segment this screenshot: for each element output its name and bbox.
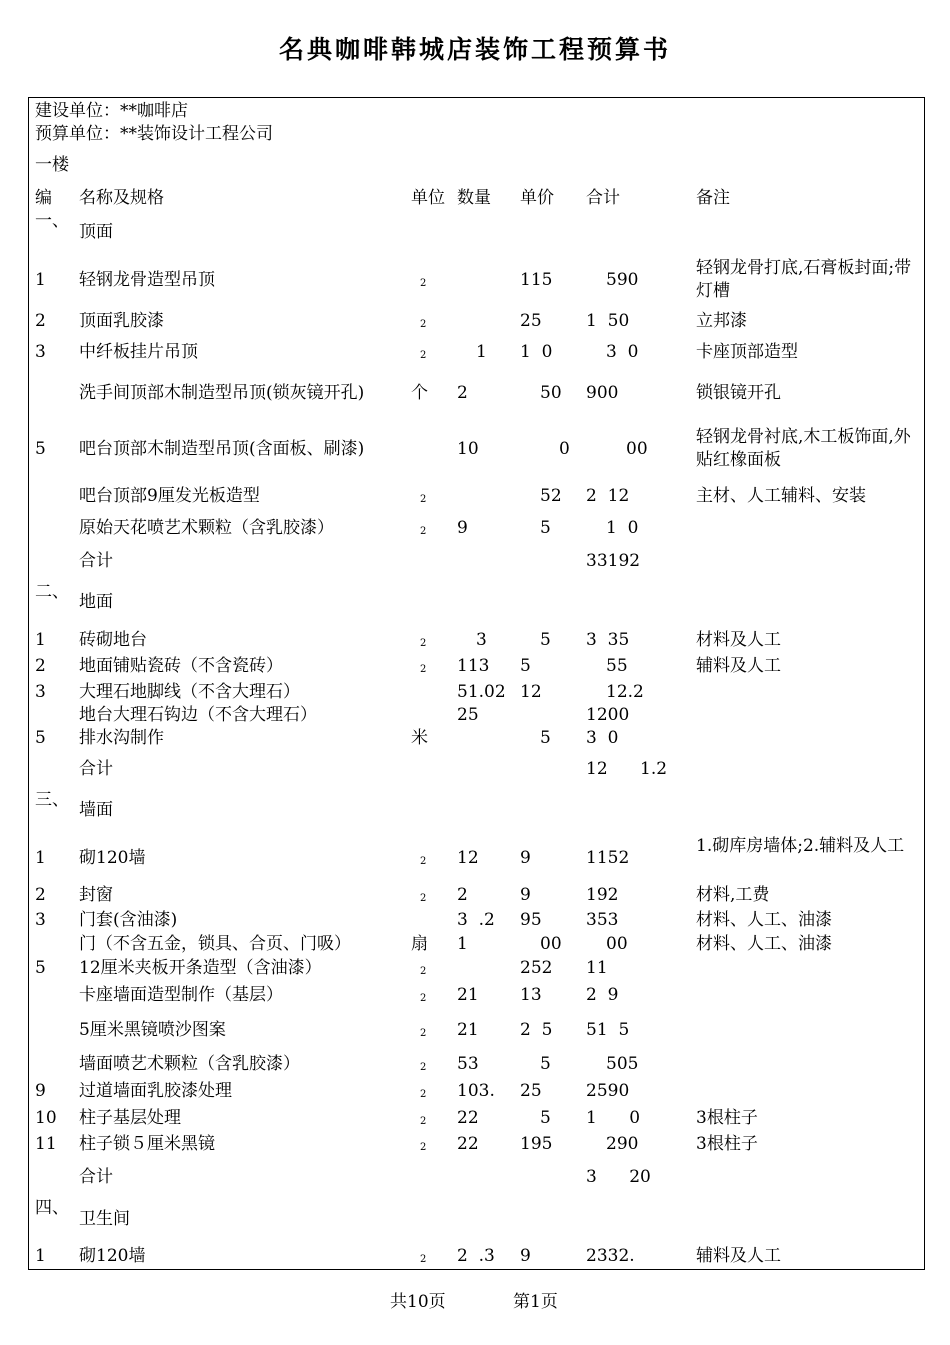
row-name: 砌120墙	[79, 848, 146, 868]
row-unit: 2	[420, 350, 427, 361]
row-total: 55	[606, 656, 628, 676]
row-qty: 51.02	[457, 682, 506, 702]
row-no: 5	[35, 728, 46, 748]
row-name: 12厘米夹板开条造型（含油漆）	[79, 958, 322, 978]
row-price: 252	[520, 958, 553, 978]
row-qty: 3 .2	[457, 910, 495, 930]
row-no: 2	[35, 885, 46, 905]
row-total: 353	[586, 910, 619, 930]
row-note: 材料、人工、油漆	[696, 910, 832, 930]
row-unit: 2	[420, 664, 427, 675]
row-price: 9	[520, 885, 531, 905]
row-qty: 21	[457, 1020, 479, 1040]
row-unit: 2	[420, 526, 427, 537]
row-name: 砌120墙	[79, 1246, 146, 1266]
row-unit: 2	[420, 278, 427, 289]
row-qty: 1	[476, 342, 487, 362]
row-qty: 9	[457, 518, 468, 538]
row-note: 1.砌库房墙体;2.辅料及人工	[696, 836, 905, 856]
row-note: 轻钢龙骨衬底,木工板饰面,外贴红橡面板	[696, 427, 911, 470]
row-total: 290	[606, 1134, 639, 1154]
row-price: 0	[559, 439, 570, 459]
row-name: 砖砌地台	[79, 630, 147, 650]
row-price: 1 0	[520, 342, 553, 362]
col-header-no: 编	[35, 188, 52, 208]
row-no: 1	[35, 630, 46, 650]
row-name: 过道墙面乳胶漆处理	[79, 1081, 232, 1101]
row-name: 中纤板挂片吊顶	[79, 342, 198, 362]
section-number: 四、	[35, 1198, 69, 1218]
row-name: 吧台顶部木制造型吊顶(含面板、刷漆)	[79, 439, 365, 459]
row-price: 195	[520, 1134, 553, 1154]
row-price: 5	[540, 518, 551, 538]
row-note: 辅料及人工	[696, 1246, 781, 1266]
subtotal-value: 3 20	[586, 1167, 651, 1187]
row-note: 立邦漆	[696, 311, 747, 331]
row-unit: 2	[420, 1254, 427, 1265]
page-count: 共10页	[390, 1292, 446, 1312]
row-name: 轻钢龙骨造型吊顶	[79, 270, 215, 290]
row-price: 5	[520, 656, 531, 676]
row-name: 墙面喷艺术颗粒（含乳胶漆）	[79, 1054, 300, 1074]
row-unit: 2	[420, 1028, 427, 1039]
row-no: 2	[35, 656, 46, 676]
row-name: 原始天花喷艺术颗粒（含乳胶漆）	[79, 518, 334, 538]
row-name: 柱子锁５厘米黑镜	[79, 1134, 215, 1154]
row-unit: 2	[420, 638, 427, 649]
row-qty: 103.	[457, 1081, 495, 1101]
row-no: 5	[35, 958, 46, 978]
section-name: 卫生间	[79, 1209, 130, 1229]
row-total: 3 35	[586, 630, 630, 650]
row-total: 12.2	[606, 682, 644, 702]
row-unit: 2	[420, 1062, 427, 1073]
row-no: 11	[35, 1134, 57, 1154]
row-qty: 21	[457, 985, 479, 1005]
row-no: 1	[35, 270, 46, 290]
row-name: 大理石地脚线（不含大理石）	[79, 682, 300, 702]
row-name: 洗手间顶部木制造型吊顶(锁灰镜开孔)	[79, 383, 365, 403]
row-price: 5	[540, 1108, 551, 1128]
row-name: 柱子基层处理	[79, 1108, 181, 1128]
row-price: 25	[520, 311, 542, 331]
col-header-unit: 单位	[411, 188, 445, 208]
row-price: 12	[520, 682, 542, 702]
row-price: 2 5	[520, 1020, 553, 1040]
row-total: 51 5	[586, 1020, 630, 1040]
row-price: 13	[520, 985, 542, 1005]
row-total: 11	[586, 958, 608, 978]
row-qty: 10	[457, 439, 479, 459]
row-note: 材料及人工	[696, 630, 781, 650]
row-price: 5	[540, 1054, 551, 1074]
row-price: 5	[540, 630, 551, 650]
row-total: 3 0	[606, 342, 639, 362]
row-total: 1 0	[586, 1108, 641, 1128]
row-note: 辅料及人工	[696, 656, 781, 676]
row-unit: 2	[420, 494, 427, 505]
row-qty: 12	[457, 848, 479, 868]
row-total: 900	[586, 383, 619, 403]
row-unit: 2	[420, 1089, 427, 1100]
page-number: 第1页	[513, 1292, 558, 1312]
row-price: 9	[520, 848, 531, 868]
subtotal-label: 合计	[79, 1167, 113, 1187]
row-no: 3	[35, 910, 46, 930]
row-note: 轻钢龙骨打底,石膏板封面;带灯槽	[696, 258, 912, 301]
row-no: 1	[35, 848, 46, 868]
row-total: 3 0	[586, 728, 619, 748]
row-unit: 米	[411, 728, 428, 748]
section-name: 地面	[79, 592, 113, 612]
row-no: 2	[35, 311, 46, 331]
col-header-price: 单价	[520, 188, 554, 208]
row-name: 排水沟制作	[79, 728, 164, 748]
subtotal-value: 12 1.2	[586, 759, 668, 779]
row-name: 封窗	[79, 885, 113, 905]
budget-sheet: 建设单位：**咖啡店 预算单位：**装饰设计工程公司 一楼 编 名称及规格 单位 数量 单价 合计 备注 一、 顶面 1 轻钢龙骨造型吊顶 2 115 590 轻钢龙骨打底,石膏板封面;带灯槽 2 顶面乳胶漆 2 25 1 50 立邦漆 3 中纤板挂片吊顶 2 1 1 0 3 0 卡座顶部造型 洗手间顶部木制造型吊顶(锁灰镜开孔) 个 2 50 900 锁银镜开孔 5 吧台顶部木制造型吊顶(含面板、刷漆) 10 0 00 轻钢龙骨衬底,木工板饰面,外贴红橡面板 吧台顶部9厘发光板造型 2 52 2 12 主材、人工辅料、安装 原始天花喷艺术颗粒（含乳胶漆） 2 9 5 1 0 合计 33192 二、 地面 1 砖砌地台 2 3 5 3 35 材料及人工 2 地面铺贴瓷砖（不含瓷砖） 2 113 5 55 辅料及人工 3 大理石地脚线（不含大理石） 51.02 12 12.2 地台大理石钩边（不含大理石） 25 1200 5 排水沟制作 米 5 3 0 合计 12 1.2 三、 墙面 1 砌120墙 2 12 9 1152 1.砌库房墙体;2.辅料及人工 2 封窗 2 2 9 192 材料,工费 3 门套(含油漆) 3 .2 95 353 材料、人工、油漆 门（不含五金，锁具、合页、门吸） 扇 1 00 00 材料、人工、油漆 5 12厘米夹板开条造型（含油漆） 2 252 11 卡座墙面造型制作（基层） 2 21 13 2 9 5厘米黑镜喷沙图案 2 21 2 5 51 5 墙面喷艺术颗粒（含乳胶漆） 2 53 5 505 9 过道墙面乳胶漆处理 2 103. 25 2590 10 柱子基层处理 2 22 5 1 0 3根柱子 11 柱子锁５厘米黑镜 2 22 195 290 3根柱子 合计 3 20 四、 卫生间 1 砌120墙 2 2 .3 9 2332. 辅料及人工	[28, 97, 925, 1270]
subtotal-label: 合计	[79, 759, 113, 779]
row-price: 95	[520, 910, 542, 930]
row-name: 5厘米黑镜喷沙图案	[79, 1020, 226, 1040]
row-unit: 2	[420, 1116, 427, 1127]
row-price: 25	[520, 1081, 542, 1101]
row-note: 3根柱子	[696, 1134, 758, 1154]
row-name: 门（不含五金，锁具、合页、门吸）	[79, 934, 351, 954]
row-qty: 113	[457, 656, 490, 676]
row-no: 5	[35, 439, 46, 459]
row-name: 门套(含油漆)	[79, 910, 178, 930]
row-qty: 1	[457, 934, 468, 954]
row-unit: 2	[420, 993, 427, 1004]
row-total: 00	[606, 934, 628, 954]
row-qty: 3	[476, 630, 487, 650]
budget-unit-line: 预算单位：**装饰设计工程公司	[35, 124, 273, 144]
col-header-total: 合计	[586, 188, 620, 208]
row-price: 00	[540, 934, 562, 954]
row-price: 115	[520, 270, 553, 290]
row-unit: 2	[420, 893, 427, 904]
row-note: 材料、人工、油漆	[696, 934, 832, 954]
row-total: 2 12	[586, 486, 630, 506]
row-qty: 22	[457, 1134, 479, 1154]
row-name: 卡座墙面造型制作（基层）	[79, 985, 283, 1005]
col-header-note: 备注	[696, 188, 730, 208]
row-qty: 2	[457, 885, 468, 905]
row-unit: 2	[420, 966, 427, 977]
section-number: 二、	[35, 582, 69, 602]
client-line: 建设单位：**咖啡店	[35, 101, 188, 121]
row-note: 锁银镜开孔	[696, 383, 781, 403]
row-total: 2332.	[586, 1246, 635, 1266]
row-no: 3	[35, 682, 46, 702]
row-price: 50	[540, 383, 562, 403]
row-unit: 2	[420, 856, 427, 867]
section-name: 顶面	[79, 222, 113, 242]
row-total: 00	[626, 439, 648, 459]
row-price: 5	[540, 728, 551, 748]
row-total: 1 50	[586, 311, 630, 331]
row-name: 地面铺贴瓷砖（不含瓷砖）	[79, 656, 283, 676]
row-unit: 扇	[411, 934, 428, 954]
section-number: 三、	[35, 790, 69, 810]
row-no: 10	[35, 1108, 57, 1128]
section-name: 墙面	[79, 800, 113, 820]
row-total: 192	[586, 885, 619, 905]
row-note: 3根柱子	[696, 1108, 758, 1128]
row-qty: 25	[457, 705, 479, 725]
row-qty: 2	[457, 383, 468, 403]
section-number: 一、	[35, 211, 69, 231]
row-qty: 2 .3	[457, 1246, 495, 1266]
row-qty: 53	[457, 1054, 479, 1074]
row-note: 材料,工费	[696, 885, 770, 905]
col-header-name: 名称及规格	[79, 188, 164, 208]
row-unit: 2	[420, 1142, 427, 1153]
row-total: 2590	[586, 1081, 630, 1101]
col-header-qty: 数量	[457, 188, 491, 208]
row-total: 1 0	[606, 518, 639, 538]
row-name: 顶面乳胶漆	[79, 311, 164, 331]
row-total: 505	[606, 1054, 639, 1074]
floor-label: 一楼	[35, 155, 69, 175]
subtotal-label: 合计	[79, 551, 113, 571]
row-no: 3	[35, 342, 46, 362]
row-total: 2 9	[586, 985, 619, 1005]
subtotal-value: 33192	[586, 551, 641, 571]
row-no: 9	[35, 1081, 46, 1101]
row-total: 1200	[586, 705, 630, 725]
row-price: 52	[540, 486, 562, 506]
row-total: 1152	[586, 848, 630, 868]
row-price: 9	[520, 1246, 531, 1266]
row-name: 地台大理石钩边（不含大理石）	[79, 705, 317, 725]
row-note: 主材、人工辅料、安装	[696, 486, 866, 506]
row-unit: 2	[420, 319, 427, 330]
row-total: 590	[606, 270, 639, 290]
row-no: 1	[35, 1246, 46, 1266]
row-note: 卡座顶部造型	[696, 342, 798, 362]
document-title: 名典咖啡韩城店装饰工程预算书	[278, 35, 671, 64]
row-name: 吧台顶部9厘发光板造型	[79, 486, 260, 506]
row-qty: 22	[457, 1108, 479, 1128]
